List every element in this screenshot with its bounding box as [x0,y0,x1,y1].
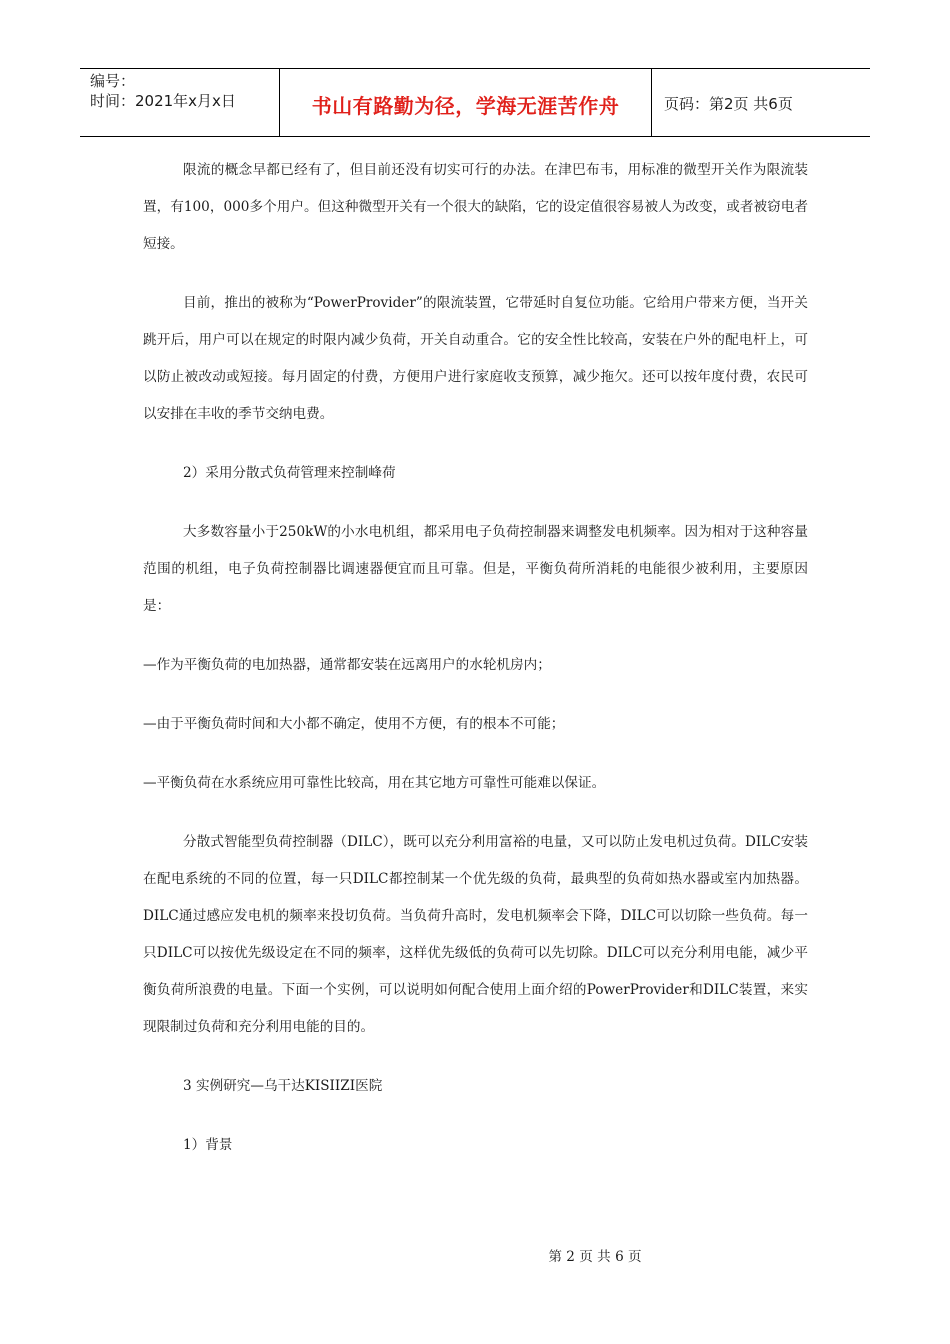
paragraph: 限流的概念早都已经有了，但目前还没有切实可行的办法。在津巴布韦，用标准的微型开关作为限流装置，有100，000多个用户。但这种微型开关有一个很大的缺陷，它的设定值很容易被人为改变，或者被窃电者短接。 [143,162,808,252]
time-label: 时间：2021年x月x日 [90,92,236,110]
paragraph: 大多数容量小于250kW的小水电机组，都采用电子负荷控制器来调整发电机频率。因为相对于这种容量范围的机组，电子负荷控制器比调速器便宜而且可靠。但是，平衡负荷所消耗的电能很少被利用，主要原因是： [143,524,808,614]
page-header [80,68,870,137]
paragraph: 目前，推出的被称为“PowerProvider”的限流装置，它带延时自复位功能。它给用户带来方便，当开关跳开后，用户可以在规定的时限内减少负荷，开关自动重合。它的安全性比较高，安装在户外的配电杆上，可以防止被改动或短接。每月固定的付费，方便用户进行家庭收支预算，减少拖欠。还可以按年度付费，农民可以安排在丰收的季节交纳电费。 [143,295,808,422]
subsection-heading: 1）背景 [183,1137,233,1153]
number-label: 编号： [90,72,136,90]
list-item: —作为平衡负荷的电加热器，通常都安装在远离用户的水轮机房内； [143,657,551,673]
document-body [143,152,808,1164]
list-item: —平衡负荷在水系统应用可靠性比较高，用在其它地方可靠性可能难以保证。 [143,775,606,791]
header-motto: 书山有路勤为径，学海无涯苦作舟 [280,69,652,136]
section-heading: 2）采用分散式负荷管理来控制峰荷 [183,465,396,481]
page-footer: 第 2 页 共 6 页 [548,1249,642,1265]
header-meta [80,69,280,136]
list-item: —由于平衡负荷时间和大小都不确定，使用不方便，有的根本不可能； [143,716,565,732]
paragraph: 分散式智能型负荷控制器（DILC），既可以充分利用富裕的电量，又可以防止发电机过负荷。DILC安装在配电系统的不同的位置，每一只DILC都控制某一个优先级的负荷，最典型的负荷如热水器或室内加热器。DILC通过感应发电机的频率来投切负荷。当负荷升高时，发电机频率会下降，DILC可以切除一些负荷。每一只DILC可以按优先级设定在不同的频率，这样优先级低的负荷可以先切除。DILC可以充分利用电能，减少平衡负荷所浪费的电量。下面一个实例，可以说明如何配合使用上面介绍的PowerProvider和DILC装置，来实现限制过负荷和充分利用电能的目的。 [143,834,808,1035]
section-heading: 3 实例研究—乌干达KISIIZI医院 [183,1078,383,1094]
header-page-label: 页码：第2页 共6页 [664,95,793,113]
